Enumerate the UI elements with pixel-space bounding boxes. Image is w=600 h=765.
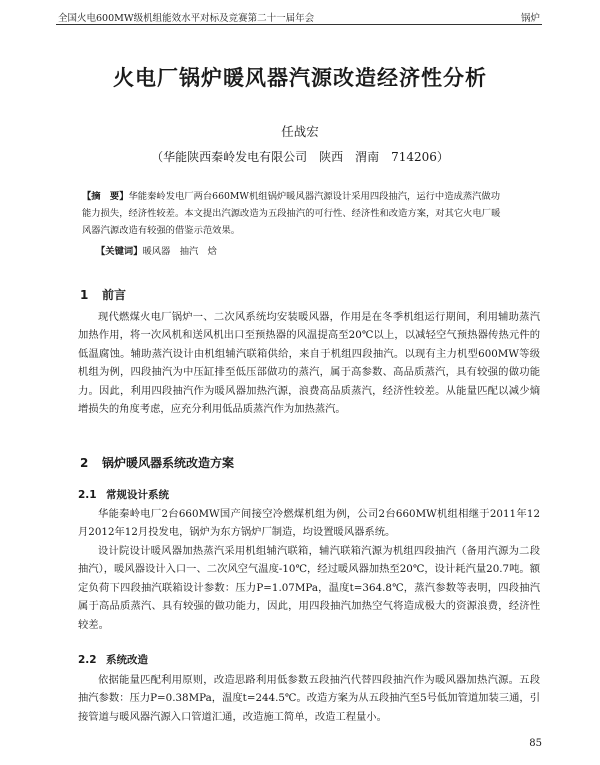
- section-number: 1: [80, 288, 89, 302]
- keywords-block: [96, 243, 504, 257]
- author-affiliation: （华能陕西秦岭发电有限公司 陕西 渭南 714206）: [151, 150, 449, 164]
- abstract-label: 【摘 要】: [82, 191, 129, 202]
- page-number: 85: [529, 738, 542, 749]
- subsection-title: 系统改造: [106, 654, 148, 666]
- subsection-heading-2-1: [78, 487, 169, 502]
- keywords-label: 【关键词】: [96, 246, 143, 257]
- section-number: 2: [80, 456, 89, 470]
- subsection-2-2-paragraph: 依据能量匹配利用原则，改造思路利用低参数五段抽汽代替四段抽汽作为暖风器加热汽源。五段抽汽参数：压力P=0.38MPa，温度t=244.5℃。改造方案为从五段抽汽至5号低加管道加装三通，引接管道与暖风器汽源入口管道汇通，改造施工简单，改造工程量小。: [78, 674, 540, 723]
- subsection-number: 2.2: [78, 654, 97, 666]
- section-title: 锅炉暖风器系统改造方案: [102, 456, 235, 470]
- subsection-2-1-paragraph-2: 设计院设计暖风器加热蒸汽采用机组辅汽联箱，辅汽联箱汽源为机组四段抽汽（备用汽源为二段抽汽），暖风器设计入口一、二次风空气温度-10℃，经过暖风器加热至20℃，设计耗汽量20.7吨。额定负荷下四段抽汽联箱设计参数：压力P=1.07MPa，温度t=364.8℃，蒸汽参数等表明，四段抽汽属于高品质蒸汽、具有较强的做功能力，因此，用四段抽汽加热空气将造成极大的资源浪费，经济性较差。: [78, 545, 540, 631]
- abstract-block: [82, 188, 504, 239]
- running-header: [56, 10, 542, 25]
- subsection-number: 2.1: [78, 489, 97, 501]
- section-heading-1: [80, 286, 126, 303]
- section-title: 前言: [102, 288, 127, 302]
- subsection-title: 常规设计系统: [106, 489, 169, 501]
- paper-title: 火电厂锅炉暖风器汽源改造经济性分析: [113, 66, 487, 90]
- subsection-2-1-paragraph-1: 华能秦岭电厂2台660MW国产间接空冷燃煤机组为例，公司2台660MW机组相继于2011年12月2012年12月投发电，锅炉为东方锅炉厂制造，均设置暖风器系统。: [78, 508, 540, 539]
- abstract-text: 华能秦岭发电厂两台660MW机组锅炉暖风器汽源设计采用四段抽汽，运行中造成蒸汽做功能力损失，经济性较差。本文提出汽源改造为五段抽汽的可行性、经济性和改造方案，对其它火电厂暖风器汽源改造有较强的借鉴示范效果。: [82, 191, 501, 236]
- keywords-text: 暖风器 抽汽 焓: [142, 246, 217, 257]
- subsection-heading-2-2: [78, 652, 148, 667]
- section-heading-2: [80, 454, 234, 471]
- header-conference-title: 全国火电600MW级机组能效水平对标及竞赛第二十一届年会: [58, 13, 315, 24]
- header-section-label: 锅炉: [520, 13, 540, 24]
- section-1-paragraph: 现代燃煤火电厂锅炉一、二次风系统均安装暖风器，作用是在冬季机组运行期间，利用辅助蒸汽加热作用，将一次风机和送风机出口至预热器的风温提高至20℃以上，以减轻空气预热器传热元件的低温腐蚀。辅助蒸汽设计由机组辅汽联箱供给，来自于机组四段抽汽。以现有主力机型600MW等级机组为例，四段抽汽为中压缸排至低压部做功的蒸汽，属于高参数、高品质蒸汽，具有较强的做功能力。因此，利用四段抽汽作为暖风器加热汽源，浪费高品质蒸汽，经济性较差。从能量匹配以减少熵增损失的角度考虑，应充分利用低品质蒸汽作为加热蒸汽。: [78, 311, 540, 416]
- author-name: 任战宏: [281, 124, 319, 139]
